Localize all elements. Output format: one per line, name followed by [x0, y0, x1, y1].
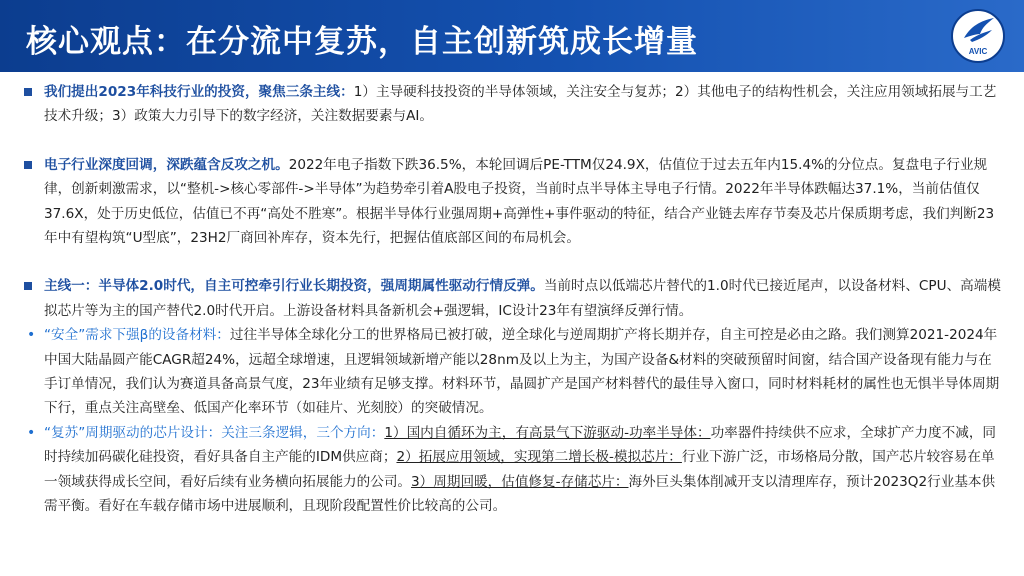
paragraph-lead: 电子行业深度回调，深跌蕴含反攻之机。 [44, 156, 289, 173]
page-title: 核心观点：在分流中复苏，自主创新筑成长增量 [26, 24, 698, 60]
paragraph-lead: “安全”需求下强β的设备材料： [44, 327, 230, 344]
paragraph-lead: “复苏”周期驱动的芯片设计：关注三条逻辑，三个方向： [44, 424, 385, 441]
direction-analog-chip: 2）拓展应用领域，实现第二增长极-模拟芯片： [396, 449, 682, 466]
dot-bullet-icon: • [27, 327, 36, 344]
paragraph-text: 2022年电子指数下跌36.5%，本轮回调后PE-TTM仅24.9X，估值位于过去五年内15.4%的分位点。复盘电子行业规律，创新刺激需求，以“整机->核心零部件->半导体”为趋势牵引着A股电子投资，当前时点半导体主导电子行情。2022年半导体跌幅达37.1%，当前估值仅37.6X，处于历史低位，估值已不再“高处不胜寒”。根据半导体行业强周期+高弹性+事件驱动的特征，结合产业链去库存节奏及芯片保质期考虑，我们判断23年中有望构筑“U型底”，23H2厂商回补库存，资本先行，把握估值底部区间的布局机会。 [44, 156, 995, 247]
direction-memory-chip: 3）周期回暖，估值修复-存储芯片： [411, 473, 629, 490]
direction-power-semiconductor: 1）国内自循环为主，有高景气下游驱动-功率半导体： [384, 424, 711, 441]
paragraph-text: 功率器件持续供不应求，全球扩产力度不减，同时持续加码碳化硅投资，看好具备自主产能的IDM供应商； [44, 424, 997, 466]
paragraph-lead: 我们提出2023年科技行业的投资，聚焦三条主线： [44, 84, 354, 100]
paragraph-text: 1）主导硬科技投资的半导体领域，关注安全与复苏；2）其他电子的结构性机会，关注应用领域拓展与工艺技术升级；3）政策大力引导下的数字经济，关注数据要素与AI。 [44, 84, 997, 125]
title-bar [0, 0, 1024, 72]
paragraph-lead: 主线一：半导体2.0时代，自主可控牵引行业长期投资，强周期属性驱动行情反弹。 [44, 278, 544, 295]
paragraph-main-lines [24, 80, 1002, 129]
paragraph-text: 过往半导体全球化分工的世界格局已被打破，逆全球化与逆周期扩产将长期并存，自主可控是必由之路。我们测算2021-2024年中国大陆晶圆产能CAGR超24%，远超全球增速，且逻辑领域新增产能以28nm及以上为主，为国产设备&材料的突破预留时间窗，结合国产设备现有能力与在手订单情况，我们认为赛道具备高景气度，23年业绩有足够支撑。材料环节，晶圆扩产是国产材料替代的最佳导入窗口，同时材料耗材的属性也无惧半导体周期下行，重点关注高壁垒、低国产化率环节（如硅片、光刻胶）的突破情况。 [44, 327, 1000, 417]
square-bullet-icon [24, 88, 32, 96]
dot-bullet-icon: • [27, 424, 36, 441]
square-bullet-icon [24, 282, 32, 290]
paragraph-text: 海外巨头集体削减开支以清理库存，预计2023Q2行业基本供需平衡。看好在车载存储市场中进展顺利，且现阶段配置性价比较高的公司。 [44, 473, 996, 515]
paragraph-chip-design [24, 421, 1002, 519]
paragraph-text: 当前时点以低端芯片替代的1.0时代已接近尾声，以设备材料、CPU、高端模拟芯片等为主的国产替代2.0时代开启。上游设备材料具备新机会+强逻辑，IC设计23年有望演绎反弹行情。 [44, 278, 1001, 319]
avic-wing-logo-icon [950, 8, 1006, 64]
content-body [24, 80, 1002, 519]
paragraph-industry-review [24, 153, 1002, 251]
square-bullet-icon [24, 161, 32, 169]
paragraph-equipment-materials [24, 323, 1002, 421]
paragraph-text: 行业下游广泛，市场格局分散，国产芯片较容易在单一领域获得成长空间，看好后续有业务横向拓展能力的公司。 [44, 449, 995, 490]
paragraph-mainline-one [24, 274, 1002, 323]
logo-text: AVIC [968, 47, 988, 56]
